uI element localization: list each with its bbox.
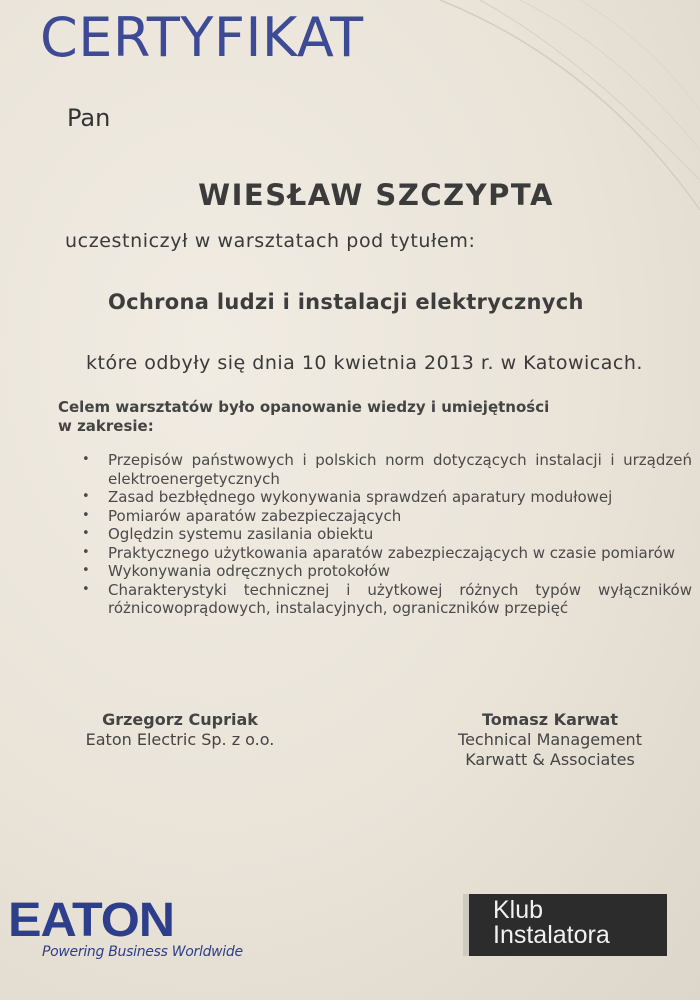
decorative-swoosh — [380, 0, 700, 260]
klub-instalatora-logo — [463, 894, 667, 956]
signatory-role: Technical Management — [458, 730, 642, 749]
date-location-line: które odbyły się dnia 10 kwietnia 2013 r. w Katowicach. — [86, 352, 643, 374]
goal-line-2: w zakresie: — [58, 417, 154, 435]
recipient-name: WIESŁAW SZCZYPTA — [198, 178, 554, 212]
eaton-logo — [8, 896, 178, 940]
eaton-tagline: Powering Business Worldwide — [42, 944, 243, 960]
bullet-icon: • — [82, 563, 90, 578]
certificate-title: CERTYFIKAT — [40, 6, 364, 69]
signatory-name: Grzegorz Cupriak — [102, 710, 258, 729]
list-item: • Charakterystyki technicznej i użytkowej różnych typów wyłączników różnicowoprądowych, instalacyjnych, ograniczników przepięć — [82, 580, 692, 617]
bullet-icon: • — [82, 489, 90, 504]
signatory-name: Tomasz Karwat — [482, 710, 618, 729]
bullet-icon: • — [82, 452, 90, 467]
list-item: • Praktycznego użytkowania aparatów zabezpieczających w czasie pomiarów — [82, 543, 676, 562]
list-item: • Przepisów państwowych i polskich norm dotyczących instalacji i urządzeń elektroenergetycznych — [82, 451, 692, 488]
salutation: Pan — [67, 104, 111, 132]
signature-right — [430, 710, 670, 770]
signatory-company: Karwatt & Associates — [465, 750, 635, 769]
goal-line-1: Celem warsztatów było opanowanie wiedzy i umiejętności — [58, 398, 550, 416]
list-item: • Zasad bezbłędnego wykonywania sprawdzeń aparatury modułowej — [82, 488, 613, 506]
signatory-company: Eaton Electric Sp. z o.o. — [85, 730, 275, 749]
list-item: • Wykonywania odręcznych protokołów — [82, 562, 391, 580]
scope-list — [82, 451, 692, 618]
bullet-icon: • — [82, 581, 90, 597]
bullet-icon: • — [82, 526, 90, 541]
workshop-topic: Ochrona ludzi i instalacji elektrycznych — [108, 290, 584, 314]
signature-left — [70, 710, 290, 750]
bullet-icon: • — [82, 507, 90, 523]
list-item: • Pomiarów aparatów zabezpieczających — [82, 506, 402, 525]
list-item: • Oględzin systemu zasilania obiektu — [82, 525, 374, 543]
bullet-icon: • — [82, 544, 90, 560]
klub-wordmark: Klub Instalatora — [493, 896, 610, 949]
eaton-wordmark: EATON — [8, 896, 174, 940]
intro-text: uczestniczył w warsztatach pod tytułem: — [65, 230, 476, 252]
goal-statement — [58, 398, 658, 436]
